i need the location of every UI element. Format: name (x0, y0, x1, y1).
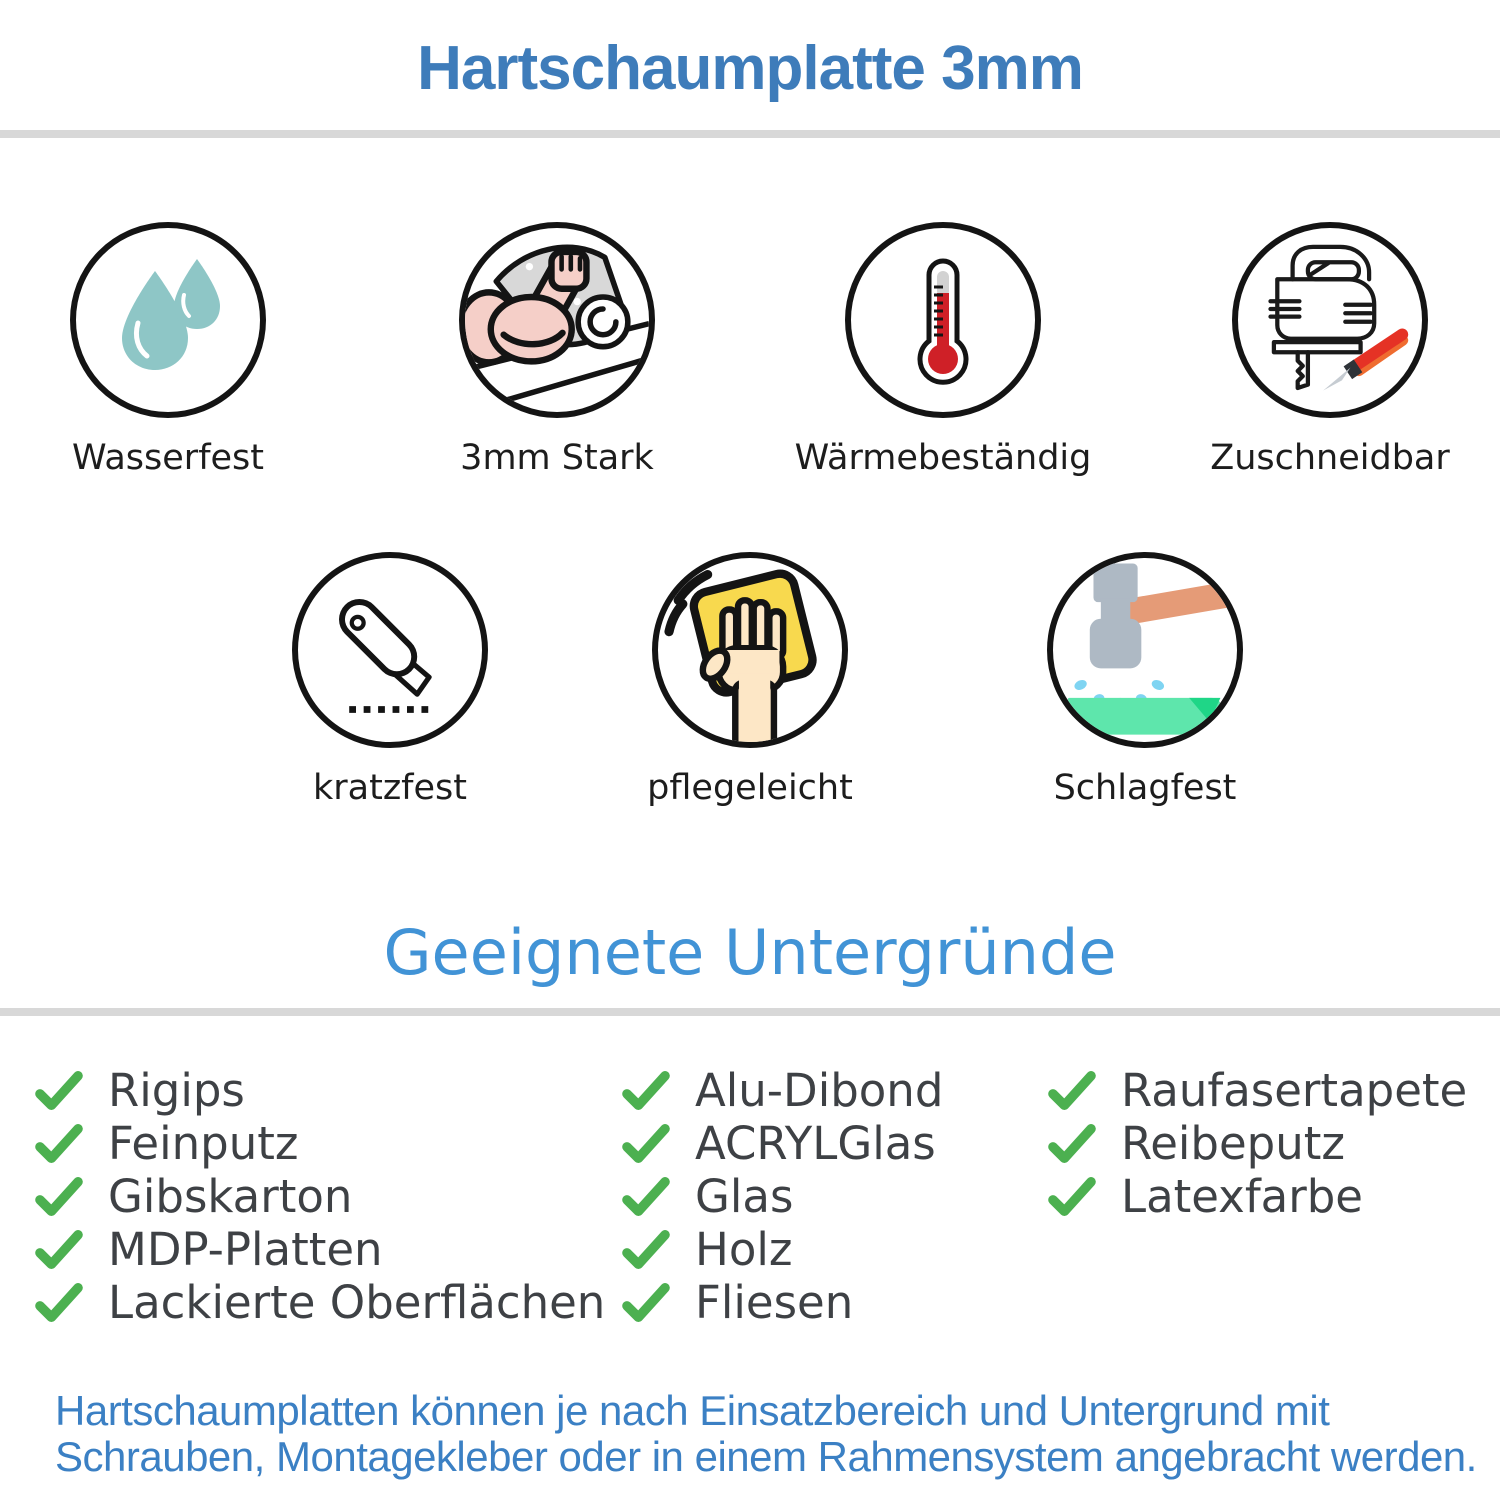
feature-wasserfest (0, 222, 358, 478)
check-icon (622, 1177, 670, 1217)
substrate-column-1 (35, 1064, 605, 1329)
feature-schlagfest (955, 552, 1335, 808)
utility-knife-icon (305, 565, 475, 735)
mounting-note-line1: Hartschaumplatten können je nach Einsatzbereich und Untergrund mit (55, 1387, 1330, 1434)
list-item (622, 1117, 943, 1170)
substrate-item: Rigips (108, 1064, 245, 1117)
check-icon (622, 1230, 670, 1270)
check-icon (622, 1124, 670, 1164)
section-title: Geeignete Untergründe (383, 916, 1117, 989)
substrate-item: Lackierte Oberflächen (108, 1276, 606, 1329)
divider-top (0, 130, 1500, 138)
list-item (1048, 1117, 1467, 1170)
list-item (35, 1223, 605, 1276)
feature-3mm-stark (367, 222, 747, 478)
substrate-item: Latexfarbe (1121, 1170, 1363, 1223)
feature-kratzfest (200, 552, 580, 808)
feature-label: pflegeleicht (647, 768, 853, 808)
jigsaw-and-cutter-icon (1245, 235, 1415, 405)
list-item (622, 1223, 943, 1276)
substrate-item: Glas (695, 1170, 794, 1223)
feature-circle (1232, 222, 1428, 418)
hammer-impact-icon (1053, 558, 1237, 742)
substrate-item: Gibskarton (108, 1170, 353, 1223)
check-icon (622, 1071, 670, 1111)
list-item (35, 1064, 605, 1117)
substrate-item: Raufasertapete (1121, 1064, 1468, 1117)
substrate-item: Fliesen (695, 1276, 854, 1329)
check-icon (35, 1177, 83, 1217)
check-icon (1048, 1124, 1096, 1164)
flexed-arm-rolled-sheet-icon (465, 228, 649, 412)
feature-label: Zuschneidbar (1210, 438, 1450, 478)
check-icon (35, 1071, 83, 1111)
check-icon (35, 1283, 83, 1323)
list-item (622, 1276, 943, 1329)
check-icon (35, 1124, 83, 1164)
mounting-note-line2: Schrauben, Montagekleber oder in einem Rahmensystem angebracht werden. (55, 1433, 1477, 1480)
check-icon (1048, 1071, 1096, 1111)
substrate-item: Feinputz (108, 1117, 299, 1170)
substrate-item: ACRYLGlas (695, 1117, 936, 1170)
list-item (622, 1170, 943, 1223)
substrate-column-2 (622, 1064, 943, 1329)
feature-circle (652, 552, 848, 748)
list-item (622, 1064, 943, 1117)
substrate-item: MDP-Platten (108, 1223, 383, 1276)
check-icon (1048, 1177, 1096, 1217)
feature-waermebestaendig (753, 222, 1133, 478)
water-drops-icon (93, 245, 243, 395)
check-icon (35, 1230, 83, 1270)
substrate-item: Reibeputz (1121, 1117, 1346, 1170)
check-icon (622, 1283, 670, 1323)
hand-wiping-cloth-icon (658, 558, 842, 742)
thermometer-icon (868, 245, 1018, 395)
list-item (35, 1276, 605, 1329)
substrate-item: Holz (695, 1223, 793, 1276)
mounting-note (55, 1388, 1477, 1480)
feature-label: kratzfest (312, 768, 467, 808)
feature-circle (845, 222, 1041, 418)
list-item (1048, 1064, 1467, 1117)
feature-label: 3mm Stark (460, 438, 654, 478)
list-item (35, 1117, 605, 1170)
feature-circle (292, 552, 488, 748)
feature-zuschneidbar (1140, 222, 1500, 478)
substrate-item: Alu-Dibond (695, 1064, 944, 1117)
list-item (35, 1170, 605, 1223)
page-title: Hartschaumplatte 3mm (417, 34, 1083, 103)
feature-circle (70, 222, 266, 418)
divider-middle (0, 1008, 1500, 1016)
feature-label: Schlagfest (1053, 768, 1237, 808)
substrate-column-3 (1048, 1064, 1467, 1223)
feature-circle (1047, 552, 1243, 748)
feature-pflegeleicht (560, 552, 940, 808)
feature-circle (459, 222, 655, 418)
feature-label: Wasserfest (71, 438, 265, 478)
list-item (1048, 1170, 1467, 1223)
feature-label: Wärmebeständig (794, 438, 1092, 478)
